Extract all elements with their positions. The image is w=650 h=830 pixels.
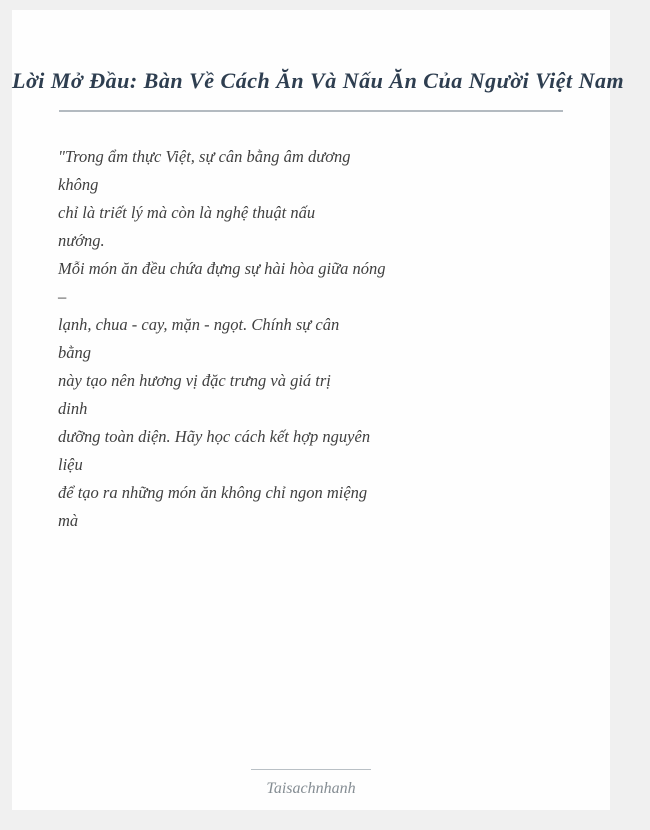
body-text-line: Mỗi món ăn đều chứa đựng sự hài hòa giữa nóng — [58, 259, 386, 278]
body-text-line: này tạo nên hương vị đặc trưng và giá trị — [58, 371, 331, 390]
body-text-line: mà — [58, 511, 79, 530]
body-text-line: dưỡng toàn diện. Hãy học cách kết hợp nguyên — [58, 427, 371, 446]
body-text-line: liệu — [58, 455, 83, 474]
body-text-line: "Trong ẩm thực Việt, sự cân bằng âm dương — [58, 147, 351, 166]
body-text-line: nướng. — [58, 231, 105, 250]
footer-brand: Taisachnhanh — [266, 780, 356, 797]
body-text-line: để tạo ra những món ăn không chỉ ngon miệng — [58, 483, 368, 502]
title-divider — [59, 110, 563, 112]
body-text — [58, 143, 580, 535]
footer-divider — [251, 769, 371, 770]
document-page — [12, 10, 625, 810]
body-text-line: dinh — [58, 399, 88, 418]
body-text-line: không — [58, 175, 99, 194]
body-text-line: lạnh, chua - cay, mặn - ngọt. Chính sự cân — [58, 315, 340, 334]
page-title: Lời Mở Đầu: Bàn Về Cách Ăn Và Nấu Ăn Của Người Việt Nam — [12, 68, 625, 93]
body-text-line: – — [58, 287, 67, 306]
body-text-line: bằng — [58, 343, 91, 362]
body-text-line: chỉ là triết lý mà còn là nghệ thuật nấu — [58, 203, 316, 222]
